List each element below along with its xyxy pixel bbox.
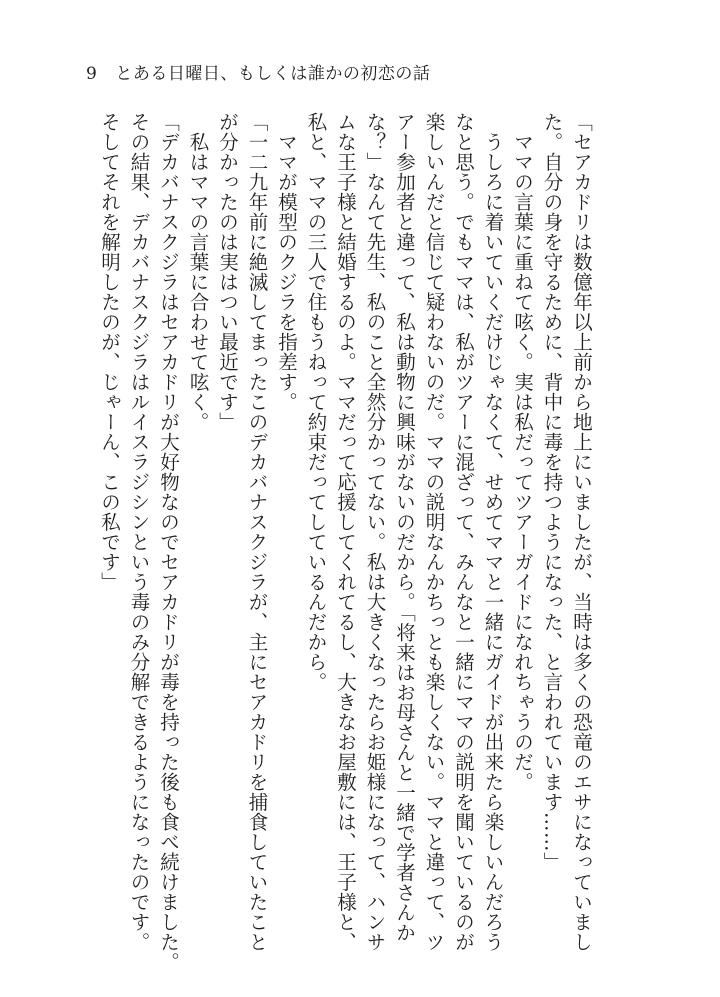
text-line: 「デカバナスクジラはセアカドリが大好物なのでセアカドリが毒を持った後も食べ続けました。 — [157, 112, 180, 972]
text-line: ママが模型のクジラを指差す。 — [275, 112, 298, 412]
text-line: 楽しいんだと信じて疑わないのだ。ママの説明なんかちっとも楽しくない。ママと違って、ツ — [422, 112, 446, 952]
text-line: 「一二九年前に絶滅してまったこのデカバナスクジラが、主にセアカドリを捕食していたこと — [245, 112, 269, 952]
text-line: アー参加者と違って、私は動物に興味がないのだから。「将来はお母さんと一緒で学者さんか — [393, 112, 416, 943]
text-line: が分かったのは実はつい最近です」 — [216, 112, 239, 432]
text-line: 私はママの言葉に合わせて呟く。 — [186, 112, 210, 432]
text-line: うしろに着いていくだけじゃなくて、せめてママと一緒にガイドが出来たら楽しいんだろう — [481, 112, 505, 952]
text-line: そしてそれを解明したのが、じゃーん、この私です」 — [98, 112, 121, 592]
text-line: な？」なんて先生、私のこと全然分かってない。私は大きくなったらお姫様になって、ハンサ — [363, 112, 387, 952]
running-header — [86, 62, 430, 86]
text-line: ママの言葉に重ねて呟く。実は私だってツアーガイドになれちゃうのだ。 — [511, 112, 534, 792]
text-line: その結果、デカバナスクジラはルイスラジシンという毒のみ分解できるようになったのです。 — [127, 112, 151, 952]
text-line: 「セアカドリは数億年以上前から地上にいましたが、当時は多くの恐竜のエサになっていまし — [570, 112, 593, 952]
text-line: 私と、ママの三人で住もうねって約束だってしているんだから。 — [304, 112, 328, 692]
text-line: なと思う。でもママは、私がツアーに混ざって、みんなと一緒にママの説明を聞いているのが — [452, 112, 475, 952]
text-line: た。自分の身を守るために、背中に毒を持つようになった、と言われています……」 — [540, 112, 564, 872]
vertical-body-text — [98, 112, 596, 972]
chapter-title: とある日曜日、もしくは誰かの初恋の話 — [115, 64, 431, 84]
text-line: ムな王子様と結婚するのよ。ママだって応援してくれてるし、大きなお屋敷には、王子様と、 — [334, 112, 357, 952]
page-number: 9 — [86, 64, 98, 84]
